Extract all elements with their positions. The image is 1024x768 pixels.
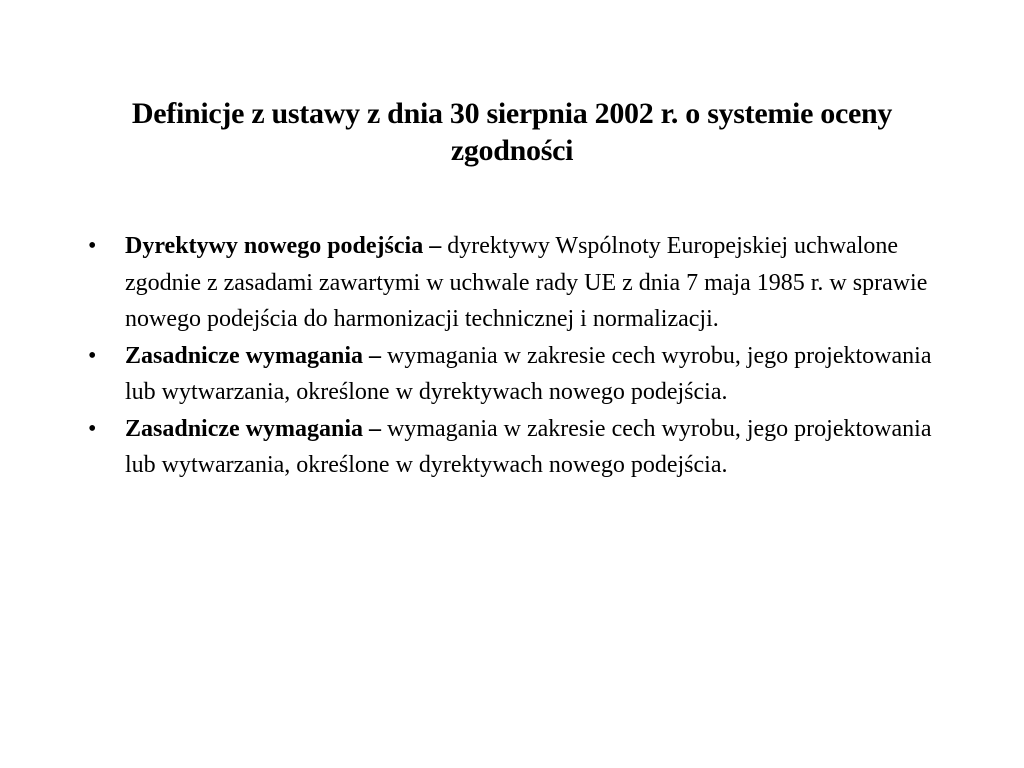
bullet-icon: • [88, 415, 97, 442]
definition-text: dyrektywy Wspólnoty Europejskiej uchwalone zgodnie z zasadami zawartymi w uchwale rady UE z dnia 7 maja 1985 r. w sprawie nowego podejścia do harmonizacji technicznej i normalizacji. [125, 233, 928, 332]
definition-term: Zasadnicze wymagania – [125, 342, 382, 369]
bullet-icon: • [88, 233, 97, 259]
slide-title: Definicje z ustawy z dnia 30 sierpnia 2002 r. o systemie oceny zgodności [131, 97, 893, 167]
bullet-icon: • [88, 342, 97, 369]
definition-text: wymagania w zakresie cech wyrobu, jego projektowania lub wytwarzania, określone w dyrektywach nowego podejścia. [125, 415, 932, 478]
definition-term: Zasadnicze wymagania – [125, 415, 382, 442]
bullet-list [88, 228, 948, 484]
definition-text: wymagania w zakresie cech wyrobu, jego projektowania lub wytwarzania, określone w dyrektywach nowego podejścia. [125, 342, 932, 405]
list-item [88, 228, 948, 338]
list-item [88, 338, 948, 411]
definition-term: Dyrektywy nowego podejścia – [125, 233, 442, 259]
list-item [88, 411, 948, 484]
